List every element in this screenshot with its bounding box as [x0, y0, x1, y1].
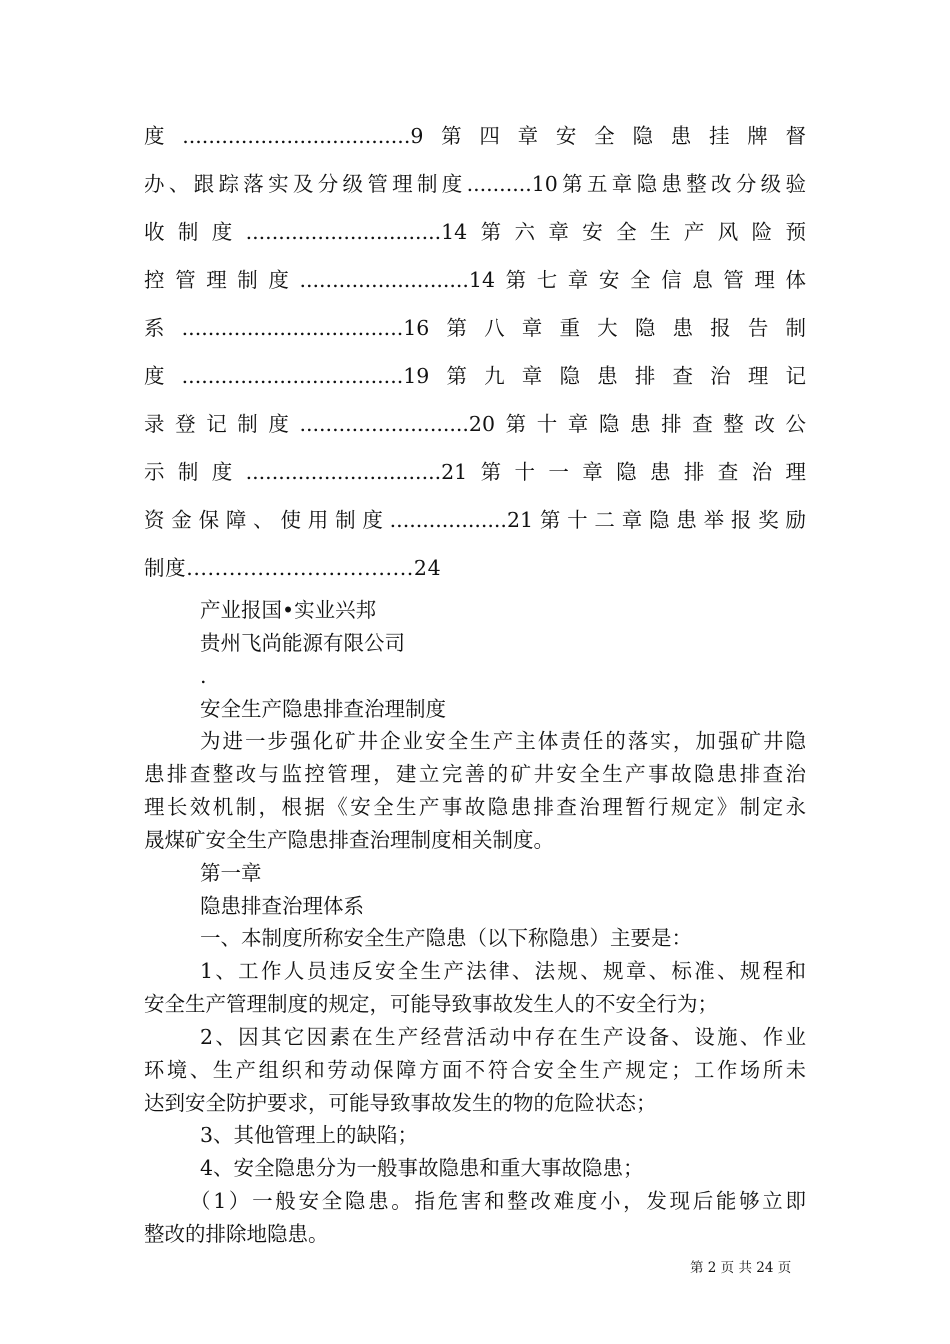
slogan: 产业报国•实业兴邦 [200, 598, 377, 622]
toc-line: 控管理制度..........................14第七章安全信息管理体 [144, 268, 806, 292]
chapter-number: 第一章 [200, 861, 262, 885]
list-item: （1）一般安全隐患。指危害和整改难度小，发现后能够立即 [190, 1189, 806, 1213]
list-item: 环境、生产组织和劳动保障方面不符合安全生产规定；工作场所未 [144, 1058, 806, 1082]
chapter-title: 隐患排查治理体系 [200, 894, 364, 918]
list-item: 达到安全防护要求，可能导致事故发生的物的危险状态； [144, 1091, 657, 1115]
list-item: 2、因其它因素在生产经营活动中存在生产设备、设施、作业 [200, 1025, 806, 1049]
toc-line: 度...................................9第四章安全隐患挂牌督 [144, 124, 806, 148]
list-item: 安全生产管理制度的规定，可能导致事故发生人的不安全行为； [144, 992, 718, 1016]
intro-line: 理长效机制，根据《安全生产事故隐患排查治理暂行规定》制定永 [144, 795, 806, 819]
toc-line: 制度................................24 [144, 556, 442, 580]
toc-line: 资金保障、使用制度..................21第十二章隐患举报奖励 [144, 508, 806, 532]
document-title: 安全生产隐患排查治理制度 [200, 697, 446, 721]
intro-line: 为进一步强化矿井企业安全生产主体责任的落实，加强矿井隐 [200, 729, 806, 753]
list-item: 整改的排除地隐患。 [144, 1222, 329, 1246]
toc-line: 度..................................19第九章隐患排查治理记 [144, 364, 806, 388]
toc-line: 收制度..............................14第六章安全生产风险预 [144, 220, 806, 244]
list-item: 4、安全隐患分为一般事故隐患和重大事故隐患； [200, 1156, 644, 1180]
page-number-footer: 第 2 页 共 24 页 [690, 1260, 792, 1276]
toc-line: 录登记制度..........................20第十章隐患排查整改公 [144, 412, 806, 436]
toc-line: 系..................................16第八章重大隐患报告制 [144, 316, 806, 340]
list-item: 3、其他管理上的缺陷； [200, 1123, 419, 1147]
intro-line: 晟煤矿安全生产隐患排查治理制度相关制度。 [144, 828, 554, 852]
section-heading: 一、本制度所称安全生产隐患（以下称隐患）主要是： [200, 926, 692, 950]
intro-line: 患排查整改与监控管理，建立完善的矿井安全生产事故隐患排查治 [144, 762, 806, 786]
list-item: 1、工作人员违反安全生产法律、法规、规章、标准、规程和 [200, 959, 806, 983]
toc-line: 示制度..............................21第十一章隐患排查治理 [144, 460, 806, 484]
toc-line: 办、跟踪落实及分级管理制度..........10第五章隐患整改分级验 [144, 172, 806, 196]
separator-dot: . [200, 664, 207, 688]
company-name: 贵州飞尚能源有限公司 [200, 631, 405, 655]
